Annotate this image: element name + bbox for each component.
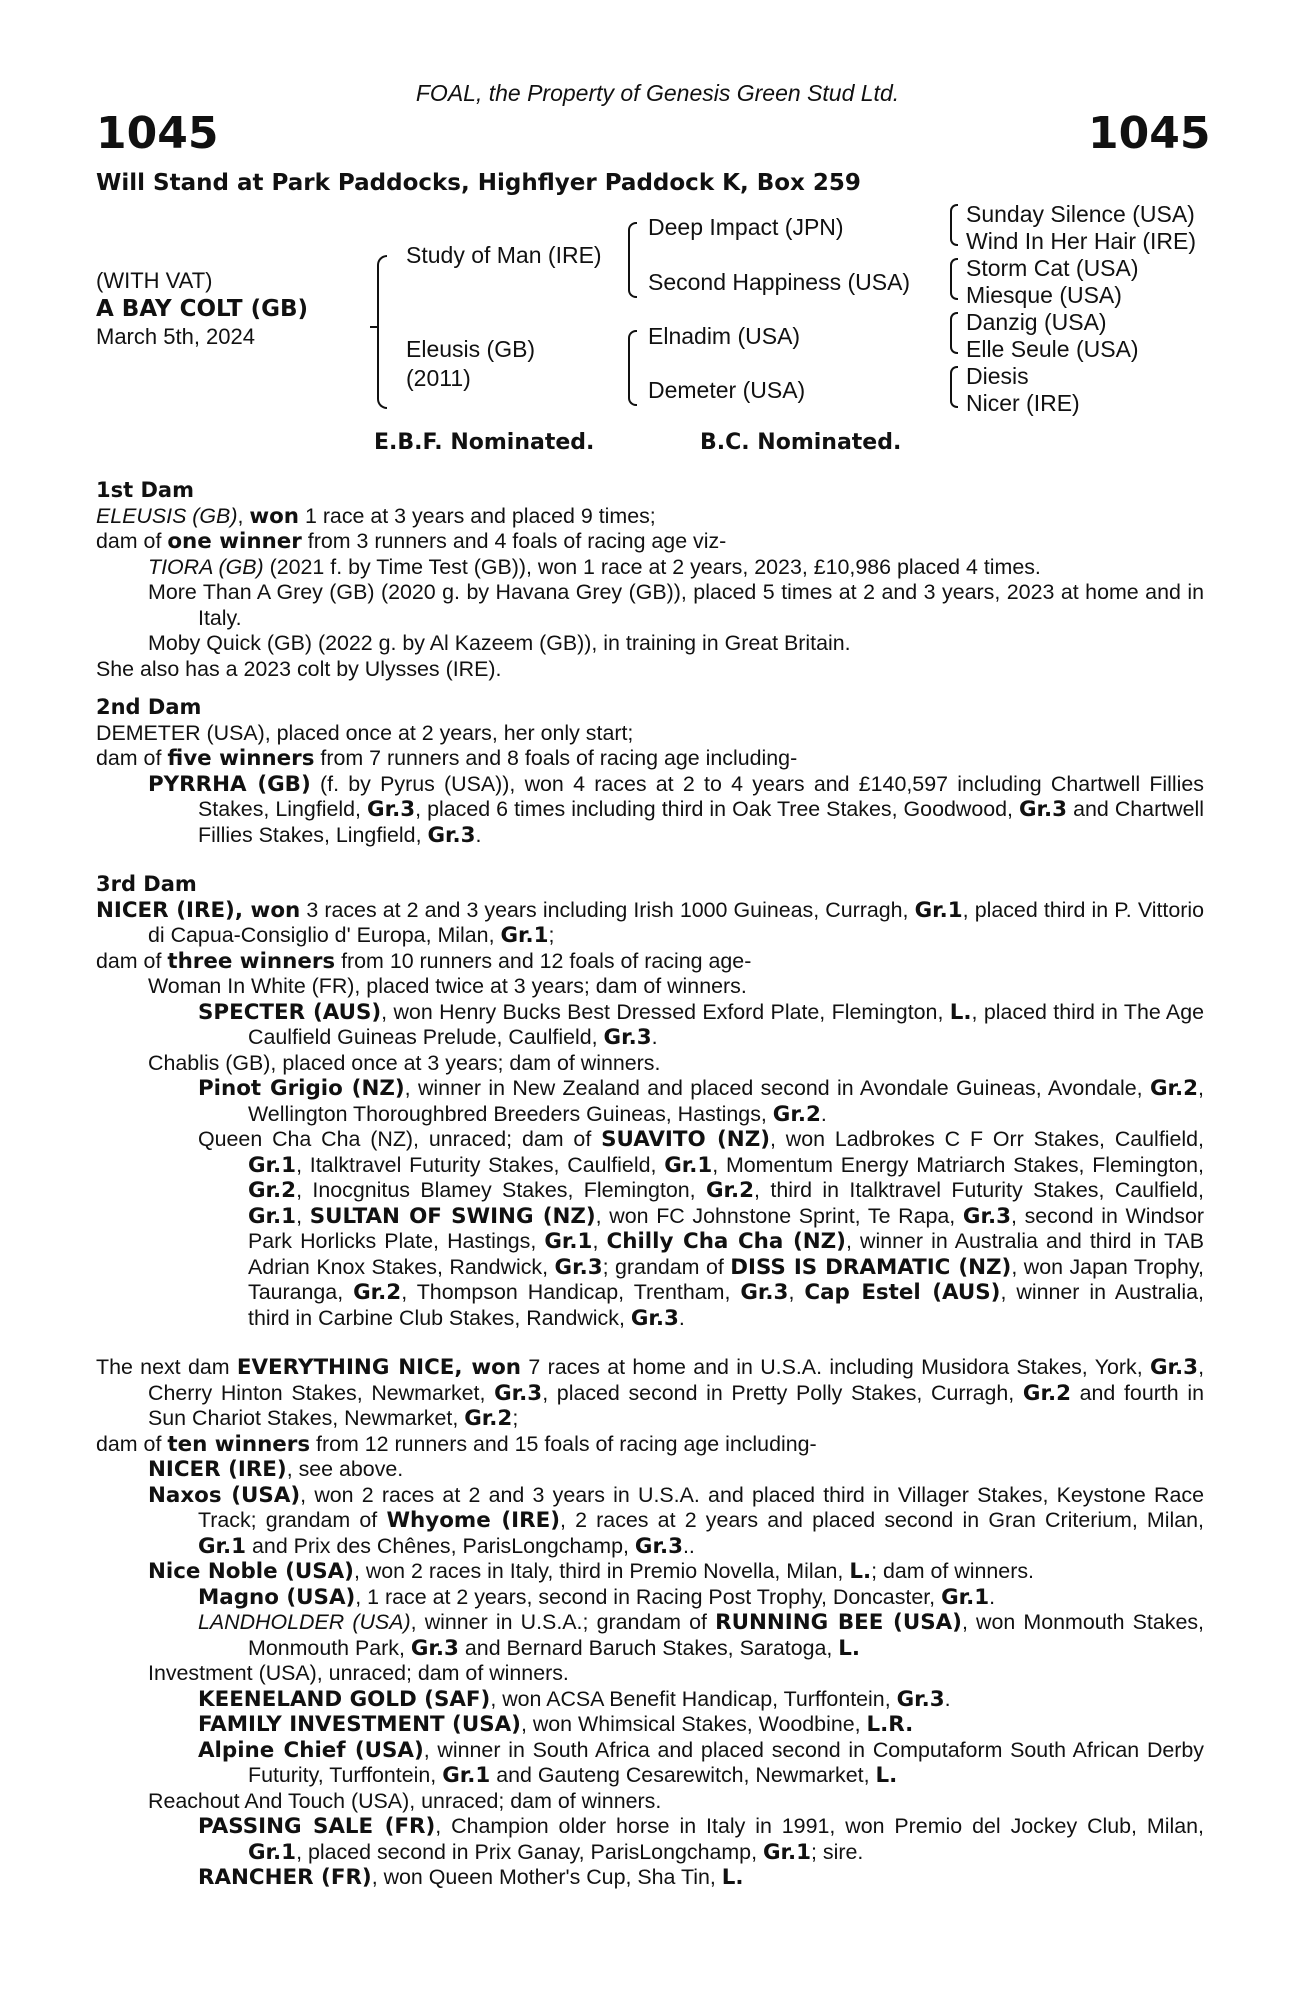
- first-dam-note: She also has a 2023 colt by Ulysses (IRE).: [96, 656, 502, 681]
- next-dam-produce-investment: Investment (USA), unraced; dam of winners.: [148, 1661, 569, 1685]
- standing-location: Will Stand at Park Paddocks, Highflyer Paddock K, Box 259: [96, 170, 861, 196]
- second-dam-heading: 2nd Dam: [96, 695, 202, 719]
- lot-number-left: 1045: [96, 108, 219, 159]
- next-dam-produce-nicer: NICER (IRE), see above.: [148, 1457, 404, 1482]
- bc-nominated: B.C. Nominated.: [700, 430, 902, 455]
- first-dam-produce-2: More Than A Grey (GB) (2020 g. by Havana Grey (GB)), placed 5 times at 2 and 3 years, 2023 at home and in Italy.: [148, 580, 1204, 630]
- pedigree-g8: Nicer (IRE): [966, 390, 1080, 416]
- third-dam-grandproduce-queen-cha-cha: Queen Cha Cha (NZ), unraced; dam of SUAVITO (NZ), won Ladbrokes C F Orr Stakes, Caulfield, Gr.1, Italktravel Futurity Stakes, Caulfield, Gr.1, Momentum Energy Matriarch Stakes, Flemington, Gr.2, Inocgnitus Blamey Stakes, Flemington, Gr.2, third in Italktravel Futurity Stakes, Caulfield, Gr.1, SULTAN OF SWING (NZ), won FC Johnstone Sprint, Te Rapa, Gr.3, second in Windsor Park Horlicks Plate, Hastings, Gr.1, Chilly Cha Cha (NZ), winner in Australia and third in TAB Adrian Knox Stakes, Randwick, Gr.3; grandam of DISS IS DRAMATIC (NZ), won Japan Trophy, Tauranga, Gr.2, Thompson Handicap, Trentham, Gr.3, Cap Estel (AUS), winner in Australia, third in Carbine Club Stakes, Randwick, Gr.3.: [198, 1127, 1204, 1331]
- pedigree-brace-main-tip: [370, 326, 378, 328]
- pedigree-brace-g2: [950, 258, 958, 300]
- third-dam-grandproduce-specter: SPECTER (AUS), won Henry Bucks Best Dressed Exford Plate, Flemington, L., placed third in The Age Caulfield Guineas Prelude, Caulfield, Gr.3.: [198, 999, 1204, 1050]
- first-dam-heading: 1st Dam: [96, 478, 194, 502]
- second-dam-produce-1: PYRRHA (GB) (f. by Pyrus (USA)), won 4 races at 2 to 4 years and £140,597 including Chartwell Fillies Stakes, Lingfield, Gr.3, placed 6 times including third in Oak Tree Stakes, Goodwood, Gr.3 and Chartwell Fillies Stakes, Lingfield, Gr.3.: [148, 771, 1204, 848]
- next-dam-produce-naxos: Naxos (USA), won 2 races at 2 and 3 years in U.S.A. and placed third in Villager Stakes, Keystone Race Track; grandam of Whyome (IRE), 2 races at 2 years and placed second in Gran Criterium, Milan, Gr.1 and Prix des Chênes, ParisLongchamp, Gr.3..: [148, 1482, 1204, 1559]
- third-dam-produce-chablis: Chablis (GB), placed once at 3 years; dam of winners.: [148, 1050, 661, 1075]
- third-dam-intro: NICER (IRE), won 3 races at 2 and 3 years including Irish 1000 Guineas, Curragh, Gr.1, placed third in P. Vittorio di Capua-Consiglio d' Europa, Milan, Gr.1;: [96, 897, 1205, 948]
- first-dam-intro: ELEUSIS (GB), won 1 race at 3 years and placed 9 times;: [96, 503, 656, 529]
- next-dam-grandproduce-family: FAMILY INVESTMENT (USA), won Whimsical Stakes, Woodbine, L.R.: [198, 1712, 914, 1737]
- foaling-date: March 5th, 2024: [96, 324, 255, 349]
- third-dam-heading: 3rd Dam: [96, 872, 197, 896]
- first-dam-produce-3: Moby Quick (GB) (2022 g. by Al Kazeem (GB)), in training in Great Britain.: [148, 631, 851, 655]
- next-dam-produce-summary: dam of ten winners from 12 runners and 15 foals of racing age including-: [96, 1431, 817, 1457]
- pedigree-brace-dam: [628, 330, 637, 406]
- pedigree-sire: Study of Man (IRE): [406, 242, 602, 268]
- pedigree-g7: Diesis: [966, 363, 1029, 389]
- pedigree-g3: Storm Cat (USA): [966, 255, 1139, 281]
- pedigree-dam-sire: Elnadim (USA): [648, 323, 801, 349]
- pedigree-g2: Wind In Her Hair (IRE): [966, 228, 1197, 254]
- pedigree-dam: Eleusis (GB): [406, 336, 536, 362]
- next-dam-grandproduce-rancher: RANCHER (FR), won Queen Mother's Cup, Sha Tin, L.: [198, 1865, 744, 1890]
- second-dam-intro: DEMETER (USA), placed once at 2 years, her only start;: [96, 720, 634, 745]
- first-dam-name: ELEUSIS (GB): [96, 503, 238, 528]
- third-dam-produce-woman: Woman In White (FR), placed twice at 3 years; dam of winners.: [148, 974, 747, 998]
- first-dam-produce-1: TIORA (GB) (2021 f. by Time Test (GB)), won 1 race at 2 years, 2023, £10,986 placed 4 times.: [148, 554, 1041, 579]
- pedigree-brace-g1: [950, 204, 958, 246]
- pedigree-brace-g3: [950, 312, 958, 354]
- third-dam-produce-summary: dam of three winners from 10 runners and 12 foals of racing age-: [96, 948, 752, 974]
- pedigree-brace-g4: [950, 366, 958, 408]
- pedigree-dam-dam: Demeter (USA): [648, 377, 806, 403]
- ebf-nominated: E.B.F. Nominated.: [374, 430, 595, 455]
- pedigree-g6: Elle Seule (USA): [966, 336, 1139, 362]
- first-dam-produce-summary: dam of one winner from 3 runners and 4 foals of racing age viz-: [96, 529, 727, 554]
- catalogue-body: [96, 478, 1204, 1891]
- pedigree-sire-dam: Second Happiness (USA): [648, 269, 911, 295]
- pedigree-sire-sire: Deep Impact (JPN): [648, 214, 844, 240]
- pedigree-g1: Sunday Silence (USA): [966, 201, 1195, 227]
- next-dam-intro: The next dam EVERYTHING NICE, won 7 races at home and in U.S.A. including Musidora Stakes, York, Gr.3, Cherry Hinton Stakes, Newmarket, Gr.3, placed second in Pretty Polly Stakes, Curragh, Gr.2 and fourth in Sun Chariot Stakes, Newmarket, Gr.2;: [96, 1355, 1205, 1431]
- third-dam-grandproduce-pinot: Pinot Grigio (NZ), winner in New Zealand and placed second in Avondale Guineas, Avondale, Gr.2, Wellington Thoroughbred Breeders Guineas, Hastings, Gr.2.: [198, 1076, 1204, 1127]
- vat-note: (WITH VAT): [96, 268, 213, 293]
- pedigree-brace-sire: [628, 222, 637, 298]
- next-dam-grandproduce-landholder: LANDHOLDER (USA), winner in U.S.A.; grandam of RUNNING BEE (USA), won Monmouth Stakes, Monmouth Park, Gr.3 and Bernard Baruch Stakes, Saratoga, L.: [198, 1610, 1204, 1661]
- lot-number-right: 1045: [1088, 108, 1211, 159]
- horse-description: A BAY COLT (GB): [96, 296, 309, 322]
- pedigree-g4: Miesque (USA): [966, 282, 1122, 308]
- pedigree-brace-main: [377, 255, 387, 409]
- next-dam-grandproduce-magno: Magno (USA), 1 race at 2 years, second in Racing Post Trophy, Doncaster, Gr.1.: [198, 1584, 996, 1610]
- next-dam-grandproduce-alpine: Alpine Chief (USA), winner in South Africa and placed second in Computaform South African Derby Futurity, Turffontein, Gr.1 and Gauteng Cesarewitch, Newmarket, L.: [198, 1737, 1204, 1788]
- property-line: FOAL, the Property of Genesis Green Stud Ltd.: [415, 80, 900, 106]
- pedigree-dam-year: (2011): [406, 365, 471, 391]
- next-dam-grandproduce-keeneland: KEENELAND GOLD (SAF), won ACSA Benefit Handicap, Turffontein, Gr.3.: [198, 1686, 951, 1712]
- pedigree-g5: Danzig (USA): [966, 309, 1107, 335]
- next-dam-produce-reachout: Reachout And Touch (USA), unraced; dam of winners.: [148, 1788, 662, 1813]
- next-dam-produce-nice-noble: Nice Noble (USA), won 2 races in Italy, third in Premio Novella, Milan, L.; dam of winners.: [148, 1559, 1034, 1584]
- next-dam-grandproduce-passing-sale: PASSING SALE (FR), Champion older horse in Italy in 1991, won Premio del Jockey Club, Milan, Gr.1, placed second in Prix Ganay, ParisLongchamp, Gr.1; sire.: [198, 1814, 1204, 1865]
- second-dam-produce-summary: dam of five winners from 7 runners and 8 foals of racing age including-: [96, 746, 798, 771]
